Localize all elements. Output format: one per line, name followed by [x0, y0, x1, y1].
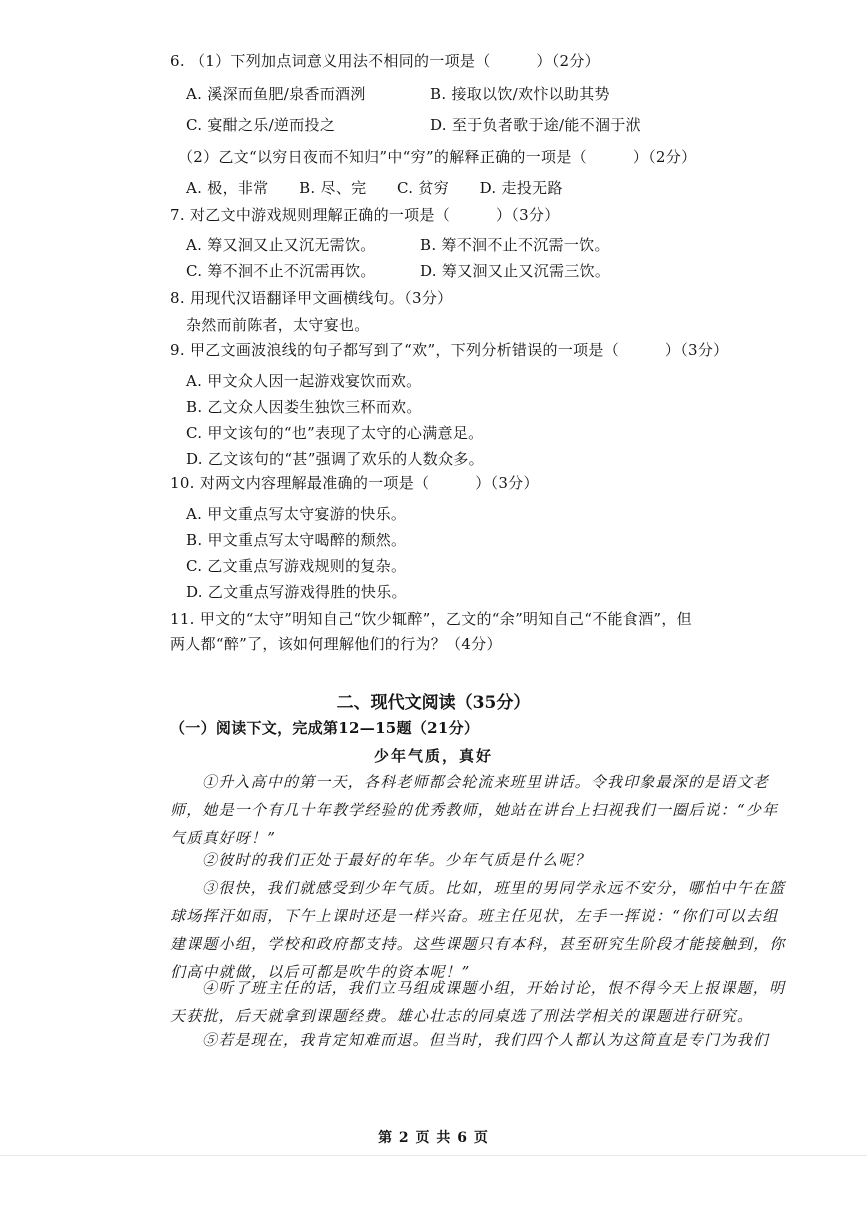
page-number: 第 2 页 共 6 页 — [378, 1130, 489, 1146]
q7-option-c: C. 筹不洄不止不沉需再饮。 — [186, 262, 376, 280]
q7-option-a: A. 筹又洄又止又沉无需饮。 — [186, 236, 376, 254]
q10-stem: 10. 对两文内容理解最准确的一项是（ ）（3分） — [170, 474, 539, 492]
q6-stem: 6. （1）下列加点词意义用法不相同的一项是（ ）（2分） — [170, 52, 600, 70]
q9-option-c: C. 甲文该句的“也”表现了太守的心满意足。 — [186, 424, 484, 442]
paragraph-2: ②彼时的我们正处于最好的年华。少年气质是什么呢？ — [202, 851, 591, 869]
q9-option-b: B. 乙文众人因娄生独饮三杯而欢。 — [186, 398, 422, 416]
q9-option-d: D. 乙文该句的“甚”强调了欢乐的人数众多。 — [186, 450, 484, 468]
paragraph-5: ⑤若是现在，我肯定知难而退。但当时，我们四个人都认为这简直是专门为我们 — [202, 1031, 770, 1049]
q6-sub2-stem: （2）乙文“以穷日夜而不知归”中“穷”的解释正确的一项是（ ）（2分） — [178, 148, 697, 166]
q11-line-2: 两人都“醉”了，该如何理解他们的行为？（4分） — [170, 635, 502, 653]
q8-sentence: 杂然而前陈者，太守宴也。 — [186, 316, 370, 334]
subsection-title: （一）阅读下文，完成第12—15题（21分） — [170, 719, 480, 737]
section-title: 二、现代文阅读（35分） — [336, 693, 531, 713]
q6-option-c: C. 宴酣之乐/逆而投之 — [186, 116, 336, 134]
paragraph-4: ④听了班主任的话，我们立马组成课题小组，开始讨论，恨不得今天上报课题，明天获批，后天就拿到课题经费。雄心壮志的同桌选了刑法学相关的课题进行研究。 — [170, 979, 786, 1025]
q8-stem: 8. 用现代汉语翻译甲文画横线句。（3分） — [170, 289, 453, 307]
q6-option-d: D. 至于负者歌于途/能不涸于洑 — [430, 116, 641, 134]
bottom-divider — [0, 1155, 867, 1156]
q6-option-b: B. 接取以饮/欢忭以助其势 — [430, 85, 610, 103]
q11-line-1: 11. 甲文的“太守”明知自己“饮少辄醉”，乙文的“余”明知自己“不能食酒”，但 — [170, 610, 692, 628]
q7-stem: 7. 对乙文中游戏规则理解正确的一项是（ ）（3分） — [170, 206, 560, 224]
q6-sub2-options: A. 极，非常 B. 尽、完 C. 贫穷 D. 走投无路 — [186, 179, 563, 197]
q9-stem: 9. 甲乙文画波浪线的句子都写到了“欢”，下列分析错误的一项是（ ）（3分） — [170, 341, 729, 359]
q10-option-d: D. 乙文重点写游戏得胜的快乐。 — [186, 583, 407, 601]
q9-option-a: A. 甲文众人因一起游戏宴饮而欢。 — [186, 372, 422, 390]
q7-option-b: B. 筹不洄不止不沉需一饮。 — [420, 236, 610, 254]
q6-option-a: A. 溪深而鱼肥/泉香而酒洌 — [186, 85, 366, 103]
article-title: 少年气质，真好 — [373, 747, 493, 765]
paragraph-1: ①升入高中的第一天，各科老师都会轮流来班里讲话。令我印象最深的是语文老师，她是一个有几十年教学经验的优秀教师，她站在讲台上扫视我们一圈后说：“少年气质真好呀！” — [170, 773, 779, 847]
q7-option-d: D. 筹又洄又止又沉需三饮。 — [420, 262, 611, 280]
q10-option-a: A. 甲文重点写太守宴游的快乐。 — [186, 505, 407, 523]
paragraph-3: ③很快，我们就感受到少年气质。比如，班里的男同学永远不安分，哪怕中午在篮球场挥汗如雨，下午上课时还是一样兴奋。班主任见状，左手一挥说：“你们可以去组建课题小组，学校和政府都支持。这些课题只有本科，甚至研究生阶段才能接触到，你们高中就做，以后可都是吹牛的资本呢！” — [170, 879, 786, 981]
q10-option-b: B. 甲文重点写太守喝醉的颓然。 — [186, 531, 407, 549]
q10-option-c: C. 乙文重点写游戏规则的复杂。 — [186, 557, 407, 575]
